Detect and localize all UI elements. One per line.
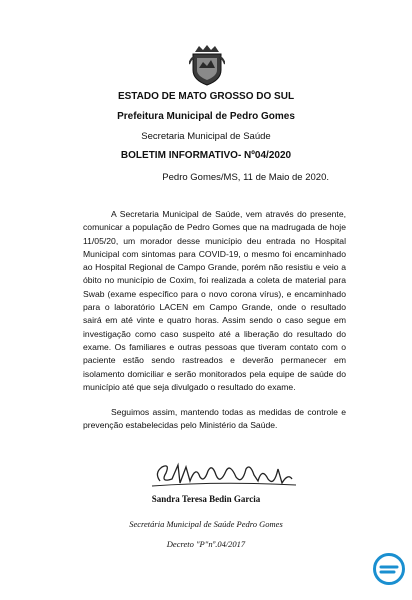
e-logo-icon: [372, 552, 406, 586]
bulletin-title: BOLETIM INFORMATIVO- Nº04/2020: [120, 150, 292, 161]
date-line: Pedro Gomes/MS, 11 de Maio de 2020.: [162, 172, 329, 183]
handwritten-signature: [150, 459, 300, 489]
prefecture-heading: Prefeitura Municipal de Pedro Gomes: [117, 111, 295, 122]
state-heading: ESTADO DE MATO GROSSO DO SUL: [117, 91, 295, 102]
signatory-role: Secretária Municipal de Saúde Pedro Gomes: [129, 519, 283, 529]
signatory-decree: Decreto "P"nº.04/2017: [166, 539, 246, 549]
bulletin-body: [83, 208, 346, 433]
body-paragraph: A Secretaria Municipal de Saúde, vem através do presente, comunicar a população de Pedro Gomes que na madrugada de hoje 11/05/20, um morador desse município deu entrada no Hospital Municipal com sintomas para COVID-19, o mesmo foi encaminhado ao Hospital Regional de Campo Grande, porém não resistiu e veio a óbito no município de Coxim, foi realizada a coleta de material para Swab (exame específico para o novo corona vírus), e encaminhado para o laboratório LACEN em Campo Grande, onde o resultado sairá em até vinte e quatro horas. Assim sendo o caso segue em investigação como caso suspeito até a liberação do resultado do exame. Os familiares e outras pessoas que tiveram contato com o paciente estão sendo rastreados e deverão permanecer em isolamento domiciliar e serão monitorados pela equipe de saúde do município até que seja divulgado o resultado do exame.: [83, 209, 346, 392]
department-heading: Secretaria Municipal de Saúde: [141, 131, 271, 142]
signatory-name: Sandra Teresa Bedin Garcia: [151, 494, 261, 504]
body-paragraph: Seguimos assim, mantendo todas as medidas de controle e prevenção estabelecidas pelo Ministério da Saúde.: [83, 407, 346, 431]
municipal-coat-of-arms-icon: [189, 44, 225, 86]
